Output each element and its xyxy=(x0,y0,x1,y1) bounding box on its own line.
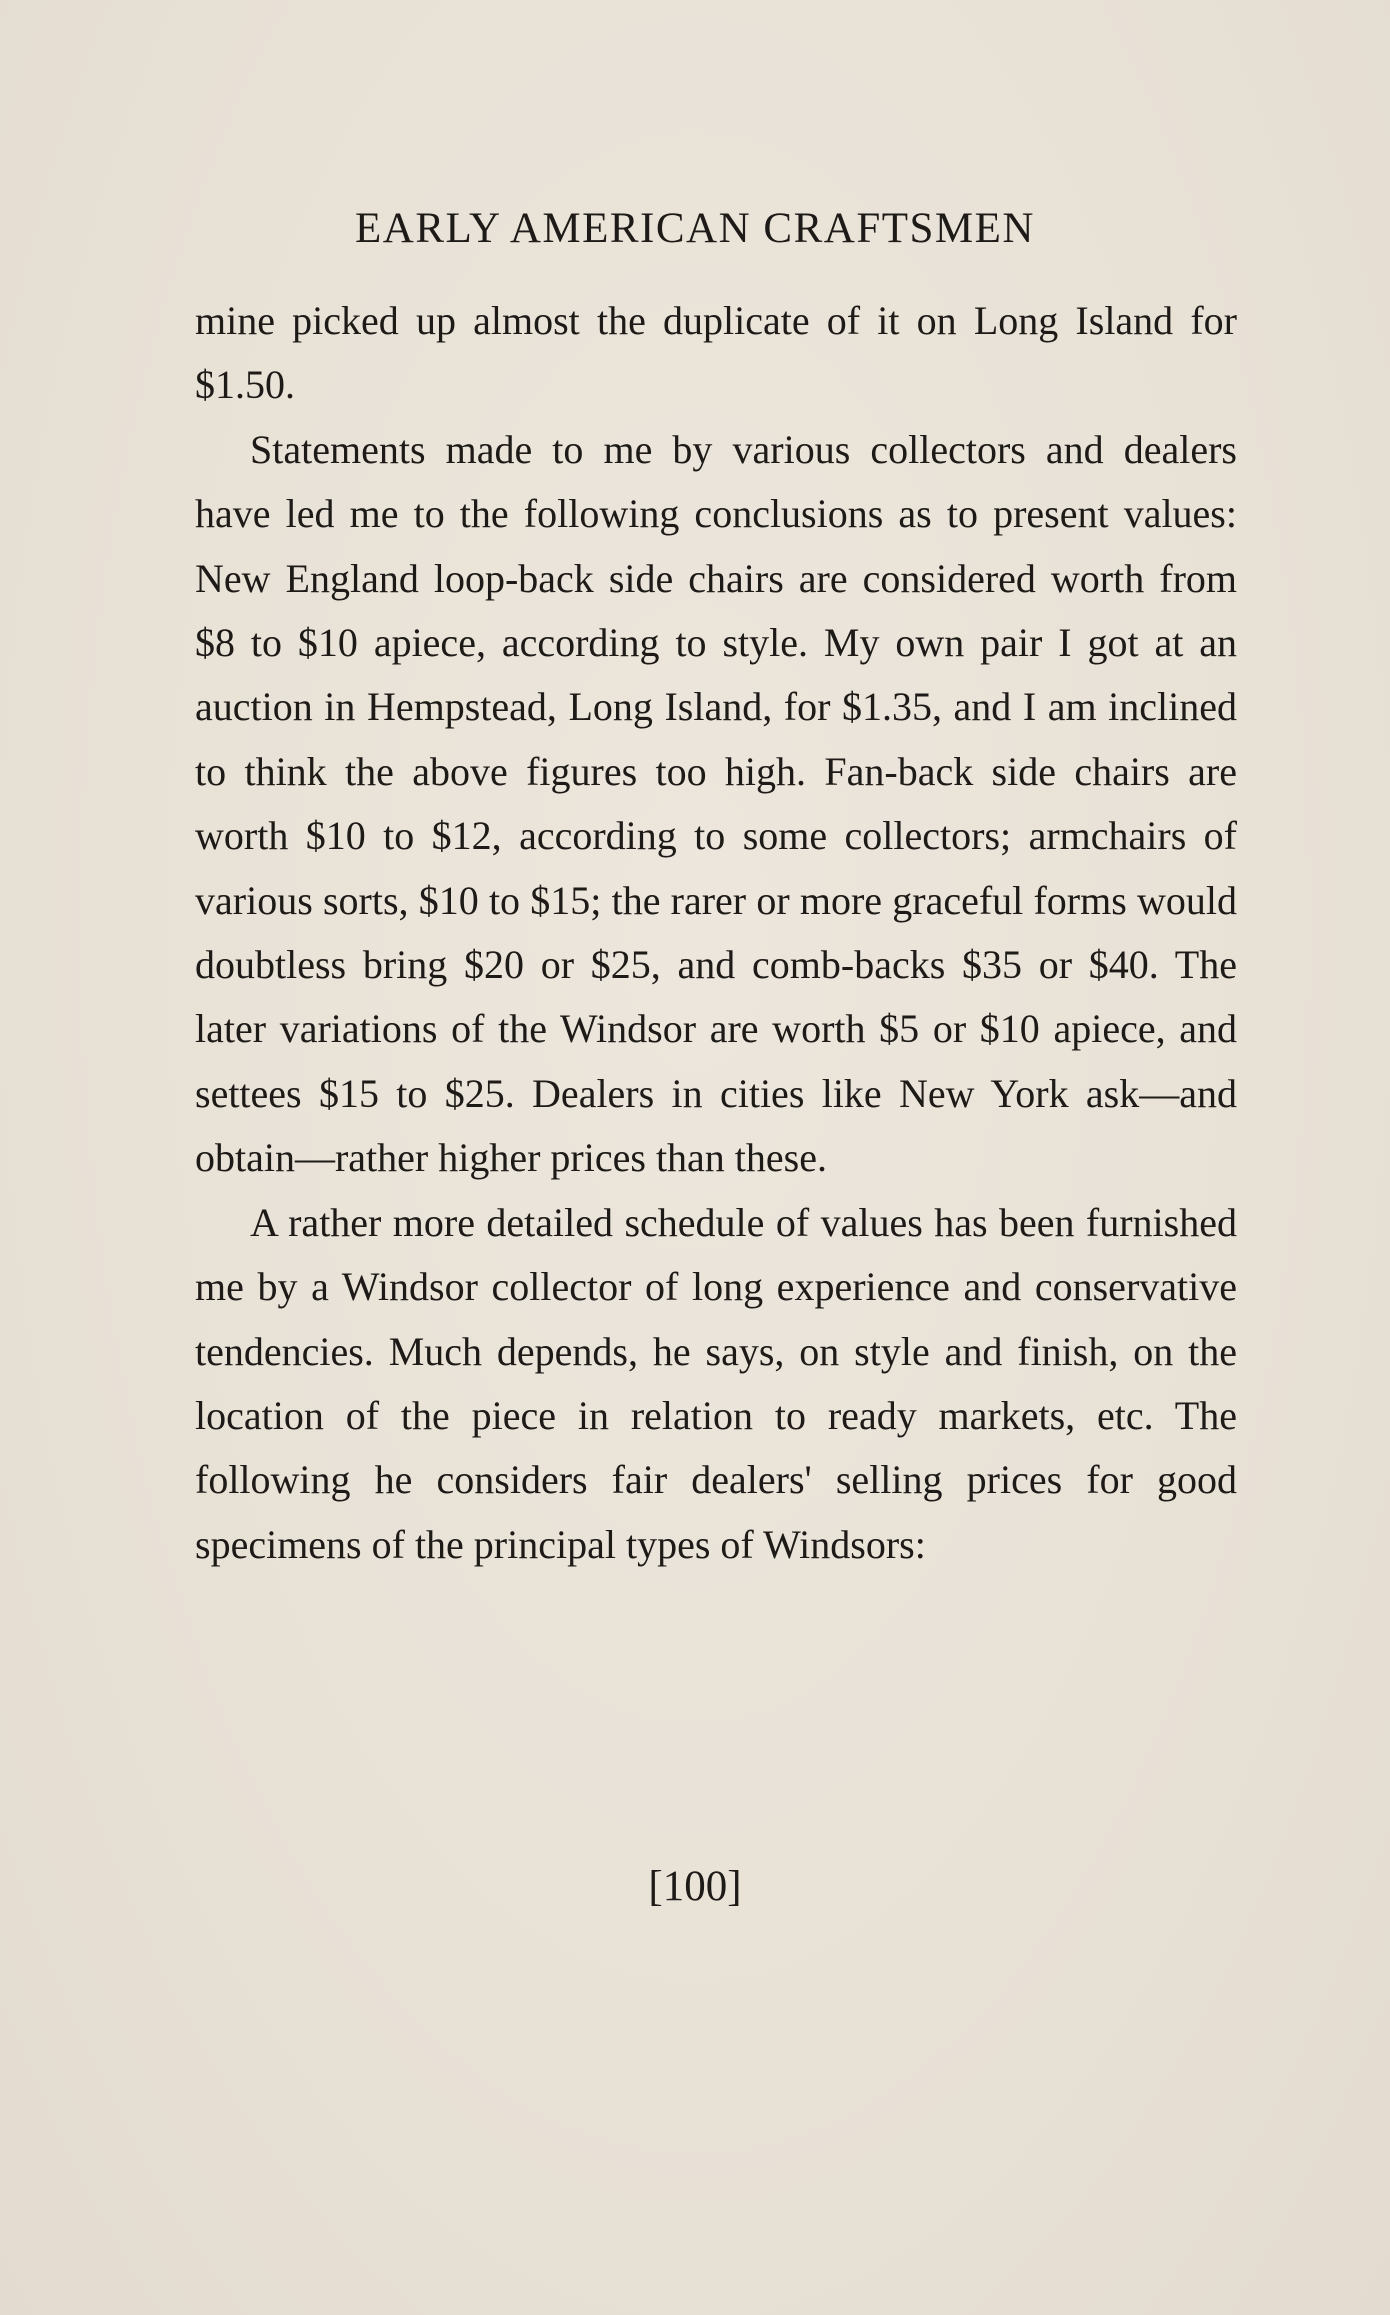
body-text xyxy=(195,289,1237,1577)
running-header: EARLY AMERICAN CRAFTSMEN xyxy=(355,205,1035,252)
paragraph-values-statement: Statements made to me by various collectors and dealers have led me to the following conclusions as to present values: New England loop-back side chairs are considered worth from $8 to $10 apiece, according to style. My own pair I got at an auction in Hempstead, Long Island, for $1.35, and I am inclined to think the above figures too high. Fan-back side chairs are worth $10 to $12, according to some collectors; armchairs of various sorts, $10 to $15; the rarer or more graceful forms would doubtless bring $20 or $25, and comb-backs $35 or $40. The later variations of the Windsor are worth $5 or $10 apiece, and settees $15 to $25. Dealers in cities like New York ask—and obtain—rather higher prices than these. xyxy=(195,426,1237,1181)
paragraph-continuation: mine picked up almost the duplicate of it on Long Island for $1.50. xyxy=(195,298,1237,408)
paragraph-detailed-schedule: A rather more detailed schedule of values has been furnished me by a Windsor collector of long experience and conservative tendencies. Much depends, he says, on style and finish, on the location of the piece in relation to ready markets, etc. The following he considers fair dealers' selling prices for good specimens of the principal types of Windsors: xyxy=(195,1199,1237,1567)
page-number: [100] xyxy=(648,1863,742,1910)
